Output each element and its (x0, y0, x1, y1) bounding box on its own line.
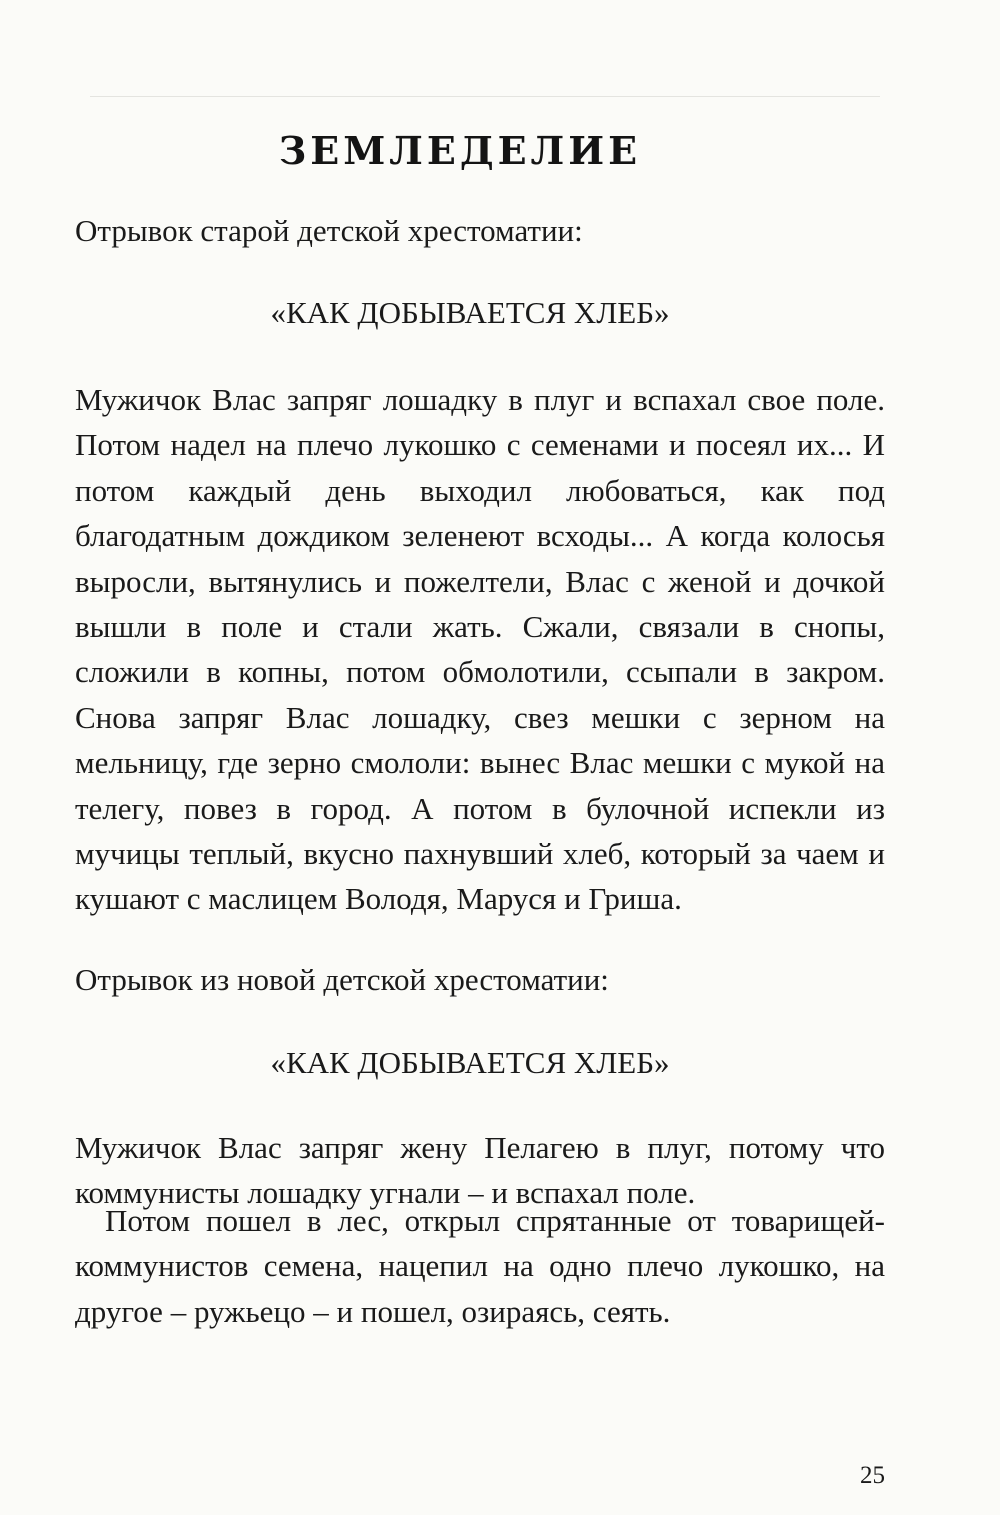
story-title-old: «КАК ДОБЫВАЕТСЯ ХЛЕБ» (270, 295, 670, 330)
story-old-text: Мужичок Влас запряг лошадку в плуг и вспахал свое поле. Потом надел на плечо лукошко с семенами и посеял их... И потом каждый день выходил любоваться, как под благодатным дождиком зеленеют всходы... А когда колосья выросли, вытянулись и пожелтели, Влас с женой и дочкой вышли в поле и стали жать. Сжали, связали в снопы, сложили в копны, потом обмолотили, ссыпали в закром. Снова запряг Влас лошадку, свез мешки с зерном на мельницу, где зерно смололи: вынес Влас мешки с мукой на телегу, повез в город. А потом в булочной испекли из мучицы теплый, вкусно пахнувший хлеб, который за чаем и кушают с маслицем Володя, Маруся и Гриша. (75, 382, 885, 917)
bleed-through-rule (90, 96, 880, 97)
story-new-paragraph-2: Потом пошел в лес, открыл спрятанные от товарищей-коммунистов семена, нацепил на одно плечо лукошко, на другое – ружьецо – и пошел, озираясь, сеять. (75, 1203, 885, 1329)
page-number: 25 (860, 1462, 885, 1489)
intro-old-anthology: Отрывок старой детской хрестоматии: (75, 213, 583, 248)
chapter-title: ЗЕМЛЕДЕЛИЕ (278, 128, 642, 173)
story-new-paragraph-1: Мужичок Влас запряг жену Пелагею в плуг, потому что коммунисты лошадку угнали – и вспахал поле. (75, 1130, 885, 1211)
intro-new-anthology: Отрывок из новой детской хрестоматии: (75, 962, 609, 997)
story-title-new: «КАК ДОБЫВАЕТСЯ ХЛЕБ» (270, 1045, 670, 1080)
